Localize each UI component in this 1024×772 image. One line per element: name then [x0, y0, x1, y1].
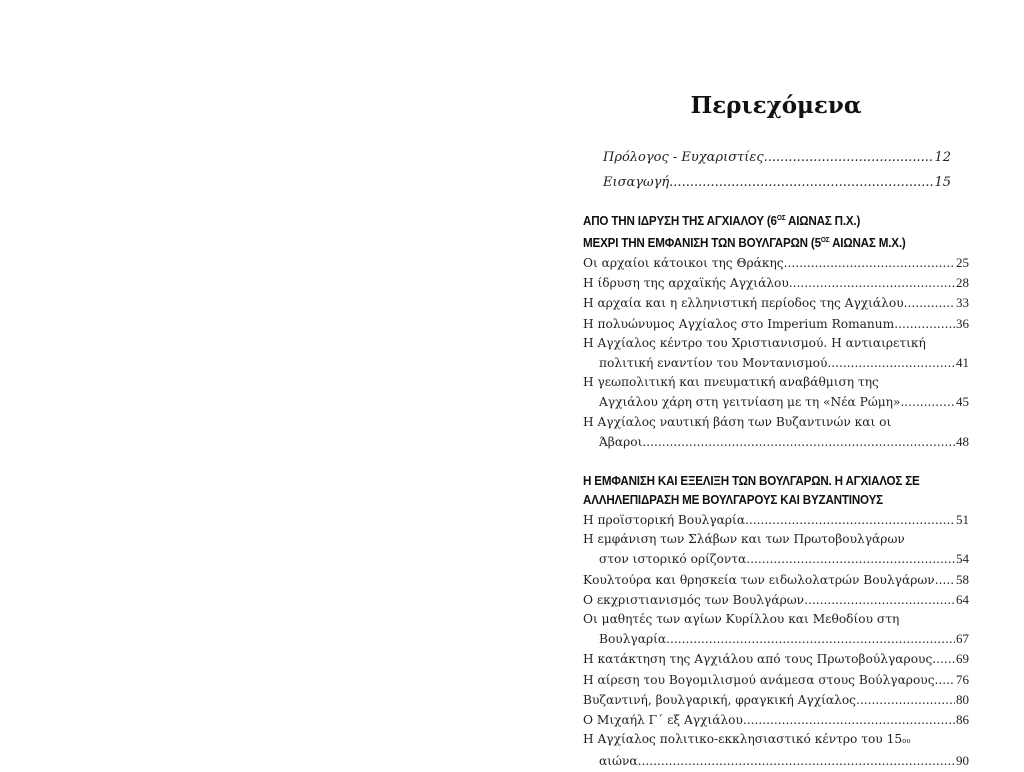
toc-entry[interactable] — [583, 670, 969, 690]
toc-entry[interactable] — [583, 710, 969, 730]
dot-leader — [856, 691, 955, 710]
entry-line — [583, 432, 969, 452]
toc-entry[interactable] — [583, 649, 969, 669]
entry-page: 86 — [956, 712, 969, 728]
entry-label: Η πολυώνυμος Αγχίαλος στο Imperium Romanum — [583, 316, 895, 331]
entry-page: 80 — [956, 691, 969, 707]
entry-line — [583, 334, 969, 353]
dot-leader — [743, 711, 955, 730]
entry-line — [583, 670, 969, 690]
entry-label: Κουλτούρα και θρησκεία των ειδωλολατρών Βουλγάρων — [583, 572, 935, 587]
toc-entry[interactable] — [583, 314, 969, 334]
toc-entry[interactable] — [583, 253, 969, 273]
entry-label: Ο Μιχαήλ Γ΄ εξ Αγχιάλου — [583, 713, 743, 728]
toc-entry[interactable] — [603, 175, 951, 200]
heading-superscript: ΟΣ — [820, 237, 830, 244]
entry-label: Η κατάκτηση της Αγχιάλου από τους Πρωτοβούλγαρους — [583, 652, 933, 667]
entry-label: πολιτική εναντίον του Μοντανισμού — [599, 356, 828, 371]
toc-entry[interactable] — [583, 373, 969, 412]
entry-line — [583, 314, 969, 334]
entry-line — [583, 610, 969, 629]
entry-page: 64 — [956, 591, 969, 607]
intro-entries — [603, 150, 951, 200]
toc-entry[interactable] — [583, 590, 969, 610]
heading-text: ΜΕΧΡΙ ΤΗΝ ΕΜΦΑΝΙΣΗ ΤΩΝ ΒΟΥΛΓΑΡΩΝ (5 — [583, 236, 821, 250]
section-gap — [583, 452, 969, 472]
entry-label: Η Αγχίαλος ναυτική βάση των Βυζαντινών και οι — [583, 414, 892, 429]
entry-label: Πρόλογος - Ευχαριστίες — [603, 150, 764, 165]
entry-label: Βυζαντινή, βουλγαρική, φραγκική Αγχίαλος — [583, 692, 856, 707]
dot-leader — [669, 175, 934, 190]
entry-label: Εισαγωγή — [603, 175, 670, 190]
entry-page: 90 — [956, 753, 969, 769]
entry-line — [583, 293, 969, 313]
entry-line — [583, 629, 969, 649]
dot-leader — [935, 671, 955, 690]
entry-label: Η αρχαία και η ελληνιστική περίοδος της Αγχιάλου — [583, 296, 904, 311]
entry-label: Ο εκχριστιανισμός των Βουλγάρων — [583, 592, 805, 607]
dot-leader — [784, 254, 955, 273]
heading-text: Η ΕΜΦΑΝΙΣΗ ΚΑΙ ΕΞΕΛΙΞΗ ΤΩΝ ΒΟΥΛΓΑΡΩΝ. Η ΑΓΧΙΑΛΟΣ ΣΕ — [583, 474, 920, 489]
page-title: Περιεχόμενα — [690, 92, 862, 119]
heading-text: ΑΛΛΗΛΕΠΙΔΡΑΣΗ ΜΕ ΒΟΥΛΓΑΡΟΥΣ ΚΑΙ ΒΥΖΑΝΤΙΝΟΥΣ — [583, 493, 883, 508]
entry-line — [583, 353, 969, 373]
entry-page: 58 — [956, 571, 969, 587]
entry-label: Η εμφάνιση των Σλάβων και των Πρωτοβουλγάρων — [583, 532, 905, 547]
toc-section — [583, 472, 969, 772]
dot-leader — [932, 650, 955, 669]
dot-leader — [642, 433, 955, 452]
toc-sections — [583, 209, 969, 772]
entry-line — [583, 751, 969, 771]
toc-entry[interactable] — [583, 510, 969, 530]
dot-leader — [764, 150, 935, 165]
table-of-contents-page — [583, 0, 969, 768]
dot-leader — [638, 752, 955, 771]
entry-page: 48 — [956, 433, 969, 449]
dot-leader — [745, 511, 955, 530]
entry-superscript: ου — [902, 737, 911, 746]
dot-leader — [827, 354, 955, 373]
entry-label: Άβαροι — [599, 434, 643, 449]
entry-line — [583, 510, 969, 530]
dot-leader — [894, 315, 955, 334]
dot-leader — [935, 571, 955, 590]
heading-text: ΑΙΩΝΑΣ Μ.Χ.) — [829, 236, 906, 250]
toc-entry[interactable] — [583, 690, 969, 710]
dot-leader — [804, 591, 955, 610]
entry-line — [583, 413, 969, 432]
entry-label: Οι μαθητές των αγίων Κυρίλλου και Μεθοδίου στη — [583, 612, 900, 627]
entry-label: Η προϊστορική Βουλγαρία — [583, 513, 746, 528]
entry-line — [583, 690, 969, 710]
entry-label: Η Αγχίαλος κέντρο του Χριστιανισμού. Η αντιαιρετική — [583, 335, 926, 350]
entry-page: 54 — [956, 551, 969, 567]
entry-label: Η ίδρυση της αρχαϊκής Αγχιάλου — [583, 276, 789, 291]
entry-page: 25 — [956, 255, 969, 270]
entry-line — [583, 649, 969, 669]
dot-leader — [900, 393, 955, 412]
heading-superscript: ΟΣ — [776, 215, 786, 222]
entry-line — [583, 730, 969, 751]
entry-label: στον ιστορικό ορίζοντα — [599, 552, 747, 567]
entry-line — [583, 570, 969, 590]
entry-page: 41 — [956, 355, 969, 371]
entry-label: Η Αγχίαλος πολιτικο-εκκλησιαστικό κέντρο του 15 — [583, 732, 903, 747]
entry-line — [583, 373, 969, 392]
entry-page: 15 — [934, 175, 951, 190]
entry-label: Αγχιάλου χάρη στη γειτνίαση με τη «Νέα Ρώμη» — [599, 395, 901, 410]
entry-page: 45 — [956, 394, 969, 410]
toc-entry[interactable] — [583, 530, 969, 569]
toc-entry[interactable] — [583, 273, 969, 293]
section-heading-line — [583, 491, 942, 510]
dot-leader — [746, 550, 955, 569]
entry-label: Οι αρχαίοι κάτοικοι της Θράκης — [583, 256, 784, 270]
toc-entry[interactable] — [603, 150, 951, 175]
entry-line — [583, 530, 969, 549]
toc-entry[interactable] — [583, 730, 969, 771]
entry-label: Βουλγαρία — [599, 632, 667, 647]
entry-page: 76 — [956, 671, 969, 687]
toc-entry[interactable] — [583, 334, 969, 373]
entry-line — [583, 253, 969, 273]
entry-page: 36 — [956, 315, 969, 331]
entry-label: Η αίρεση του Βογομιλισμού ανάμεσα στους Βούλγαρους — [583, 672, 935, 687]
toc-section — [583, 209, 969, 452]
toc-entry[interactable] — [583, 293, 969, 313]
entry-page: 33 — [956, 295, 969, 311]
heading-text: ΑΙΩΝΑΣ Π.Χ.) — [785, 214, 861, 228]
entry-page: 51 — [956, 512, 969, 528]
section-heading-line — [583, 231, 942, 253]
toc-entry[interactable] — [583, 610, 969, 649]
section-heading-line — [583, 472, 942, 491]
heading-text: ΑΠΟ ΤΗΝ ΙΔΡΥΣΗ ΤΗΣ ΑΓΧΙΑΛΟΥ (6 — [583, 214, 777, 228]
entry-line — [583, 392, 969, 412]
entry-line — [583, 710, 969, 730]
section-heading-line — [583, 209, 942, 231]
toc-entry[interactable] — [583, 570, 969, 590]
entry-line — [583, 549, 969, 569]
dot-leader — [666, 630, 955, 649]
toc-entry[interactable] — [583, 413, 969, 452]
entry-page: 69 — [956, 651, 969, 667]
dot-leader — [789, 274, 955, 293]
entry-page: 12 — [934, 150, 951, 165]
entry-label: Η γεωπολιτική και πνευματική αναβάθμιση της — [583, 375, 879, 390]
dot-leader — [904, 294, 955, 313]
entry-line — [583, 590, 969, 610]
entry-line — [583, 273, 969, 293]
entry-label: αιώνα — [599, 754, 638, 769]
entry-page: 67 — [956, 631, 969, 647]
entry-page: 28 — [956, 275, 969, 291]
